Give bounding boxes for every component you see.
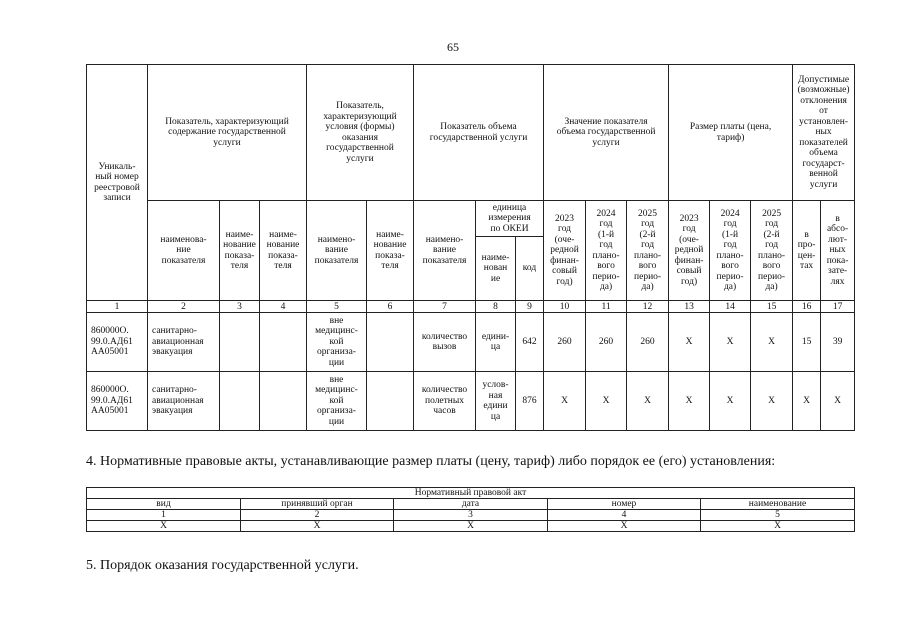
- column-number: 5: [701, 510, 855, 521]
- header-fee-2023: 2023 год (оче- редной финан- совый год): [669, 201, 710, 301]
- column-number: 3: [394, 510, 548, 521]
- act-date-value: Х: [394, 521, 548, 532]
- value-2024: Х: [586, 372, 627, 431]
- column-number: 15: [751, 301, 793, 313]
- act-type-value: Х: [87, 521, 241, 532]
- service-condition: вне медицинс- кой организа- ции: [307, 313, 367, 372]
- volume-indicator-name: количество вызов: [414, 313, 476, 372]
- header-indicator-name-3: наиме- нование показа- теля: [220, 201, 260, 301]
- column-number: 16: [793, 301, 821, 313]
- unit-name: едини- ца: [476, 313, 516, 372]
- column-number: 10: [544, 301, 586, 313]
- value-2025: 260: [627, 313, 669, 372]
- condition-indicator-6: [367, 372, 414, 431]
- col-header-name: наименование: [701, 499, 855, 510]
- column-number: 9: [516, 301, 544, 313]
- fee-2023: Х: [669, 372, 710, 431]
- header-value-2025: 2025 год (2-й год плано- вого перио- да): [627, 201, 669, 301]
- column-number: 17: [821, 301, 855, 313]
- column-number: 4: [548, 510, 701, 521]
- service-condition: вне медицинс- кой организа- ции: [307, 372, 367, 431]
- header-allowed-deviation: Допустимые (возможные) отклонения от установлен- ных показателей объема государст- венной услуги: [793, 65, 855, 201]
- deviation-percent: Х: [793, 372, 821, 431]
- header-fee-2025: 2025 год (2-й год плано- вого перио- да): [751, 201, 793, 301]
- column-number: 14: [710, 301, 751, 313]
- deviation-absolute: Х: [821, 372, 855, 431]
- unit-name: услов- ная едини ца: [476, 372, 516, 431]
- table-row: [87, 372, 855, 431]
- content-indicator-3: [220, 313, 260, 372]
- col-header-date: дата: [394, 499, 548, 510]
- content-indicator-3: [220, 372, 260, 431]
- col-header-type: вид: [87, 499, 241, 510]
- header-indicator-name-2: наименова- ние показателя: [148, 201, 220, 301]
- column-number: 8: [476, 301, 516, 313]
- header-unit-name: наиме- нован ие: [476, 237, 516, 301]
- page-number: 65: [447, 40, 459, 54]
- fee-2024: Х: [710, 372, 751, 431]
- condition-indicator-6: [367, 313, 414, 372]
- column-number: 4: [260, 301, 307, 313]
- column-number: 1: [87, 301, 148, 313]
- act-name-value: Х: [701, 521, 855, 532]
- column-number: 2: [241, 510, 394, 521]
- col-header-number: номер: [548, 499, 701, 510]
- registry-number: 860000О. 99.0.АД61 АА05001: [87, 372, 148, 431]
- column-number: 1: [87, 510, 241, 521]
- header-volume-indicator: Показатель объема государственной услуги: [414, 65, 544, 201]
- header-deviation-absolute: в абсо- лют- ных пока- зате- лях: [821, 201, 855, 301]
- fee-2025: Х: [751, 372, 793, 431]
- column-number: 12: [627, 301, 669, 313]
- act-authority-value: Х: [241, 521, 394, 532]
- deviation-absolute: 39: [821, 313, 855, 372]
- header-indicator-value: Значение показателя объема государственной услуги: [544, 65, 669, 201]
- header-conditions-indicator: Показатель, характеризующий условия (формы) оказания государственной услуги: [307, 65, 414, 201]
- header-deviation-percent: в про- цен- тах: [793, 201, 821, 301]
- value-2025: Х: [627, 372, 669, 431]
- table-row: [87, 313, 855, 372]
- volume-indicators-table: [86, 64, 855, 431]
- deviation-percent: 15: [793, 313, 821, 372]
- legal-act-title: Нормативный правовой акт: [87, 488, 855, 499]
- section-5-heading: 5. Порядок оказания государственной услуги.: [86, 558, 359, 573]
- unit-code: 642: [516, 313, 544, 372]
- service-content: санитарно- авиационная эвакуация: [148, 313, 220, 372]
- column-number: 13: [669, 301, 710, 313]
- value-2023: Х: [544, 372, 586, 431]
- column-number: 7: [414, 301, 476, 313]
- fee-2025: Х: [751, 313, 793, 372]
- fee-2024: Х: [710, 313, 751, 372]
- section-4-heading: 4. Нормативные правовые акты, устанавливающие размер платы (цену, тариф) либо порядок ее (его) установления:: [86, 454, 776, 469]
- volume-indicator-name: количество полетных часов: [414, 372, 476, 431]
- table-row: [87, 521, 855, 532]
- service-content: санитарно- авиационная эвакуация: [148, 372, 220, 431]
- header-value-2024: 2024 год (1-й год плано- вого перио- да): [586, 201, 627, 301]
- header-value-2023: 2023 год (оче- редной финан- совый год): [544, 201, 586, 301]
- header-unit-code: код: [516, 237, 544, 301]
- column-number: 2: [148, 301, 220, 313]
- header-content-indicator: Показатель, характеризующий содержание государственной услуги: [148, 65, 307, 201]
- value-2023: 260: [544, 313, 586, 372]
- unit-code: 876: [516, 372, 544, 431]
- col-header-authority: принявший орган: [241, 499, 394, 510]
- column-number: 5: [307, 301, 367, 313]
- fee-2023: Х: [669, 313, 710, 372]
- content-indicator-4: [260, 313, 307, 372]
- legal-acts-table: [86, 487, 855, 532]
- column-number: 3: [220, 301, 260, 313]
- header-indicator-name-7: наимено- вание показателя: [414, 201, 476, 301]
- header-indicator-name-4: наиме- нование показа- теля: [260, 201, 307, 301]
- value-2024: 260: [586, 313, 627, 372]
- registry-number: 860000О. 99.0.АД61 АА05001: [87, 313, 148, 372]
- header-registry-number: Уникаль- ный номер реестровой записи: [87, 65, 148, 301]
- column-number: 6: [367, 301, 414, 313]
- act-number-value: Х: [548, 521, 701, 532]
- header-unit-okei: единица измерения по ОКЕИ: [476, 201, 544, 237]
- header-indicator-name-5: наимено- вание показателя: [307, 201, 367, 301]
- header-indicator-name-6: наиме- нование показа- теля: [367, 201, 414, 301]
- content-indicator-4: [260, 372, 307, 431]
- header-fee-2024: 2024 год (1-й год плано- вого перио- да): [710, 201, 751, 301]
- column-number: 11: [586, 301, 627, 313]
- header-fee-size: Размер платы (цена, тариф): [669, 65, 793, 201]
